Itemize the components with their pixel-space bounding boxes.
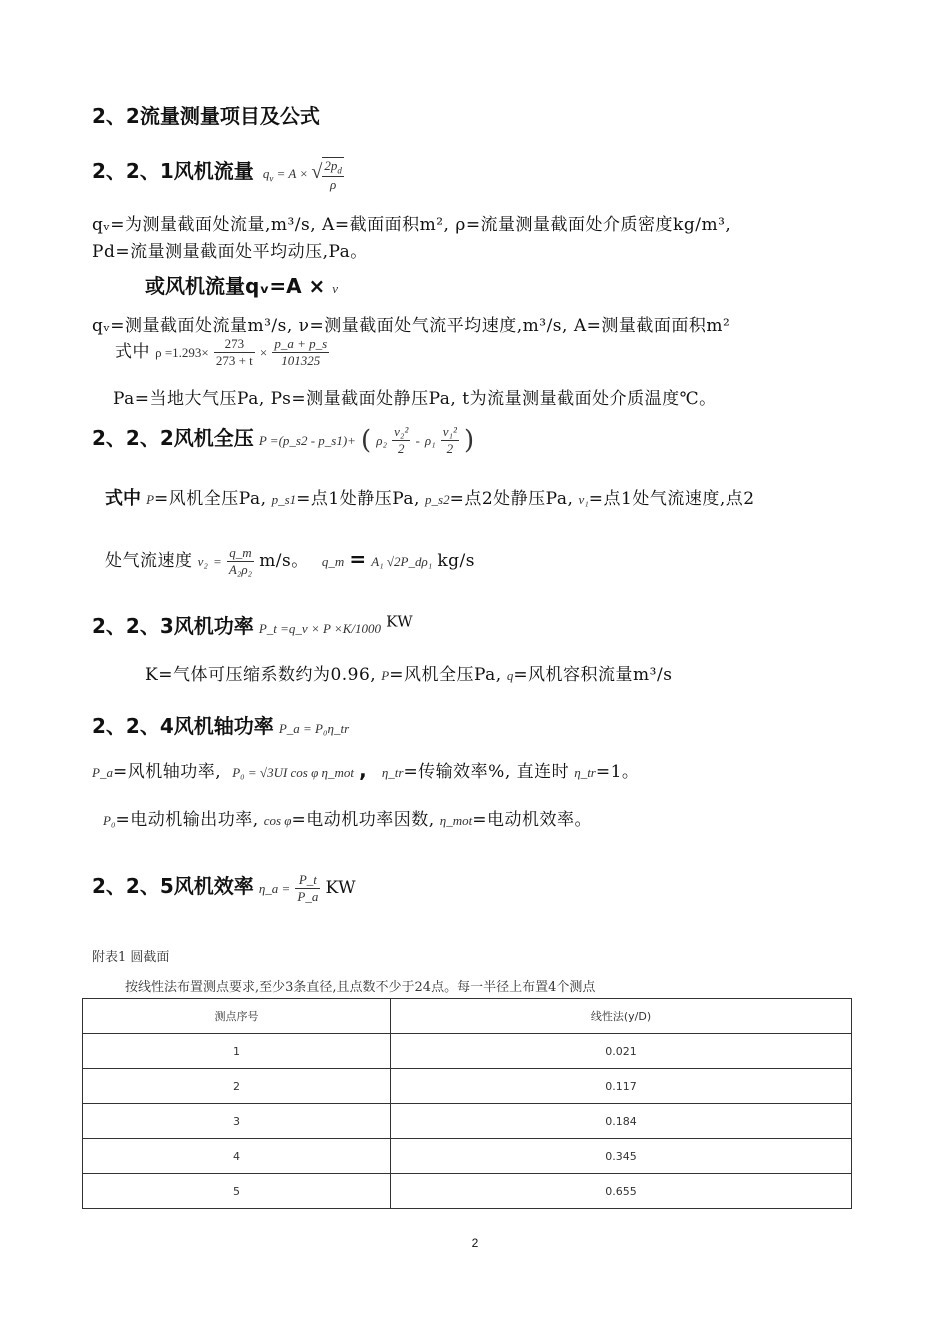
cell-point: 4	[83, 1139, 391, 1174]
table-row	[83, 1034, 852, 1069]
tp-def-prefix: 式中	[105, 488, 141, 509]
alt-flow-heading: 或风机流量qᵥ=A ×	[145, 274, 333, 298]
alt-flow-v: ν	[332, 281, 339, 296]
col-header-point-number: 测点序号	[83, 999, 391, 1034]
table-row	[83, 1139, 852, 1174]
appendix-title: 附表1 圆截面	[92, 950, 170, 965]
section-heading-2-2: 2、2流量测量项目及公式	[92, 104, 320, 128]
cell-value: 0.184	[391, 1104, 852, 1139]
density-f2-den: 101325	[281, 353, 321, 368]
cell-value: 0.345	[391, 1139, 852, 1174]
cell-point: 5	[83, 1174, 391, 1209]
sqrt-sign: √	[311, 161, 323, 183]
tp-rho1: ρ₁	[424, 433, 436, 448]
tp-minus: -	[415, 433, 420, 448]
appendix-description: 按线性法布置测点要求,至少3条直径,且点数不少于24点。每一半径上布置4个测点	[125, 980, 596, 995]
formula-qv: q	[262, 166, 270, 181]
paren-close: )	[464, 425, 475, 456]
table-row	[83, 1104, 852, 1139]
density-fraction-2	[272, 336, 329, 369]
sqrt-denominator: ρ	[329, 176, 337, 192]
shaft-power-formula: P_a = P₀η_tr	[278, 721, 350, 736]
flow-formula	[262, 158, 344, 192]
cell-value: 0.021	[391, 1034, 852, 1069]
section-2-2-4-line	[92, 710, 349, 739]
efficiency-fraction: $\frac{P\_t}{P\_a}$	[297, 872, 319, 904]
density-f1-num: 273	[214, 336, 255, 353]
tp-definition-line-2: 处气流速度 ν₂ = $\frac{q\_m}{\text{A₂ρ₂}}$ m/s。 q_m = A₁ √2P_dρ₁ kg/s	[105, 545, 475, 577]
density-f2-num: p_a + p_s	[274, 336, 328, 351]
shaft-def-line-2: P₀=电动机输出功率, cos φ=电动机功率因数, η_mot=电动机效率。	[103, 810, 592, 830]
section-heading-2-2-1: 2、2、1风机流量	[92, 159, 254, 183]
power-unit: KW	[386, 612, 414, 631]
table-row	[83, 1069, 852, 1104]
def-line-1: qᵥ=为测量截面处流量,m³/s, A=截面面积m², ρ=流量测量截面处介质密度kg/m³,	[92, 215, 732, 235]
cell-value: 0.117	[391, 1069, 852, 1104]
section-2-2-3-line	[92, 610, 413, 639]
page-number: 2	[471, 1236, 479, 1250]
section-2-2-1-heading-line	[92, 155, 344, 193]
density-prefix: 式中	[115, 342, 150, 362]
section-heading-2-2-5: 2、2、5风机效率	[92, 874, 254, 898]
cell-value: 0.655	[391, 1174, 852, 1209]
def-line-2: Pd=流量测量截面处平均动压,Pa。	[92, 242, 368, 262]
table-header-row	[83, 999, 852, 1034]
density-times: ×	[259, 345, 268, 360]
sqrt-fraction	[322, 157, 344, 193]
paren-open: (	[361, 425, 372, 456]
density-lhs: ρ =1.293×	[155, 345, 209, 360]
v2-fraction: $\frac{q\_m}{\text{A₂ρ₂}}$	[228, 545, 253, 577]
formula-mid: = A ×	[276, 166, 309, 181]
cell-point: 2	[83, 1069, 391, 1104]
density-formula-line	[115, 336, 329, 369]
tp-fraction-v2: $\frac{\text{ν₂²}}{2}$	[394, 424, 409, 456]
tp-fraction-v1: $\frac{\text{ν₁²}}{2}$	[442, 424, 457, 456]
col-header-linear-method: 线性法(y/D)	[391, 999, 852, 1034]
shaft-def-line-1: P_a=风机轴功率, P₀ = √3UI cos φ η_mot , η_tr=传输效率%, 直连时 η_tr=1。	[92, 758, 640, 782]
formula-qv-sub: v	[269, 173, 274, 184]
section-2-2-2-line	[92, 422, 474, 457]
total-pressure-formula: P =(p_s2 - p_s1)+	[258, 433, 356, 448]
def-line-3: qᵥ=测量截面处流量m³/s, ν=测量截面处气流平均速度,m³/s, A=测量截面面积m²	[92, 316, 731, 336]
section-heading-2-2-4: 2、2、4风机轴功率	[92, 714, 274, 738]
cell-point: 3	[83, 1104, 391, 1139]
cell-point: 1	[83, 1034, 391, 1069]
tp-definition-line-1: 式中 P=风机全压Pa, p_s1=点1处静压Pa, p_s2=点2处静压Pa, ν₁=点1处气流速度,点2	[105, 488, 755, 509]
efficiency-unit: KW	[325, 878, 357, 898]
density-fraction-1	[214, 336, 255, 369]
density-f1-den: 273 + t	[215, 353, 253, 368]
tp-rho2: ρ₂	[376, 433, 388, 448]
alt-flow-line	[145, 270, 338, 299]
section-heading-2-2-3: 2、2、3风机功率	[92, 614, 254, 638]
efficiency-lhs: η_a =	[258, 881, 291, 896]
power-formula: P_t =q_v × P ×K/1000	[258, 621, 381, 636]
table-row	[83, 1174, 852, 1209]
sqrt-numerator: $2p_d$	[324, 158, 342, 176]
section-heading-2-2-2: 2、2、2风机全压	[92, 426, 254, 450]
measurement-points-table	[82, 998, 852, 1209]
def-line-4: Pa=当地大气压Pa, Ps=测量截面处静压Pa, t为流量测量截面处介质温度℃。	[113, 389, 717, 409]
power-definition: K=气体可压缩系数约为0.96, P=风机全压Pa, q=风机容积流量m³/s	[145, 665, 673, 685]
section-2-2-5-line	[92, 870, 356, 905]
